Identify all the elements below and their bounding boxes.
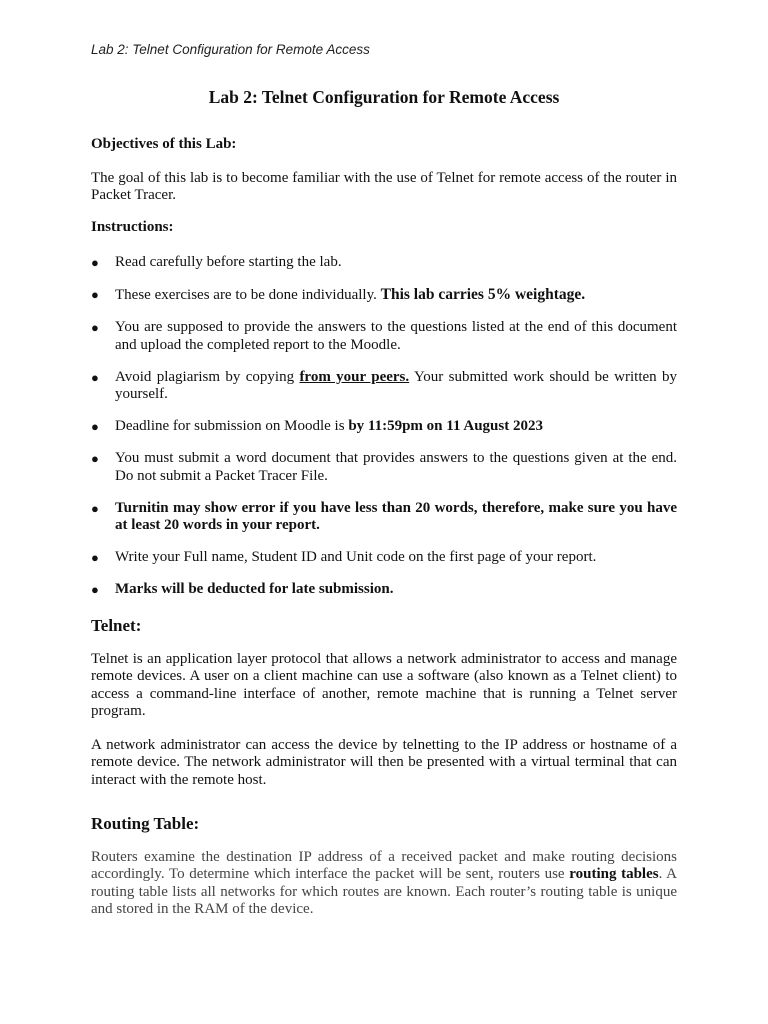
list-item: ● Write your Full name, Student ID and Unit code on the first page of your report. — [91, 549, 597, 565]
bullet-icon: ● — [91, 582, 99, 597]
telnet-heading: Telnet: — [91, 616, 142, 635]
list-item: ● These exercises are to be done individually. This lab carries 5% weightage. — [91, 286, 586, 303]
peers-emphasis: from your peers. — [299, 368, 410, 385]
list-item: ● Avoid plagiarism by copying from your peers. Your submitted work should be written by yourself. — [91, 368, 678, 402]
routing-tables-term: routing tables — [569, 866, 659, 882]
bullet-icon: ● — [91, 451, 99, 466]
bullet-icon: ● — [91, 320, 99, 335]
instructions-heading: Instructions: — [91, 218, 174, 235]
objectives-heading: Objectives of this Lab: — [91, 136, 237, 152]
running-header: Lab 2: Telnet Configuration for Remote Access — [91, 42, 370, 57]
routing-table-paragraph: Routers examine the destination IP address of a received packet and make routing decisions accordingly. To determine which interface the packet will be sent, routers use routing tables. A routing table lists all networks for which routes are known. Each router’s routing table is unique and stored in the RAM of the device. — [91, 848, 677, 917]
document-body — [91, 136, 677, 919]
bullet-icon: ● — [91, 369, 99, 385]
bullet-icon: ● — [91, 419, 99, 434]
instructions-list — [91, 254, 677, 599]
page-title: Lab 2: Telnet Configuration for Remote Access — [208, 87, 560, 107]
bullet-icon: ● — [91, 255, 99, 270]
telnet-paragraph-2: A network administrator can access the device by telnetting to the IP address or hostname of a remote device. The network administrator will then be presented with a virtual terminal that can interact with the remote host. — [91, 736, 677, 788]
list-item: ● Deadline for submission on Moodle is by 11:59pm on 11 August 2023 — [91, 418, 543, 434]
bullet-icon: ● — [91, 287, 99, 302]
bullet-icon: ● — [91, 550, 99, 565]
list-item: ● Marks will be deducted for late submission. — [91, 581, 394, 597]
deadline-text: by 11:59pm on 11 August 2023 — [348, 418, 543, 434]
list-item: ● Read carefully before starting the lab. — [91, 254, 342, 270]
weightage-text: This lab carries 5% weightage. — [380, 286, 586, 303]
bullet-icon: ● — [91, 500, 99, 516]
list-item: ● Turnitin may show error if you have less than 20 words, therefore, make sure you have at least 20 words in your report. — [91, 499, 677, 533]
list-item: ● You must submit a word document that provides answers to the questions given at the end. Do not submit a Packet Tracer File. — [91, 450, 677, 484]
routing-table-heading: Routing Table: — [91, 814, 200, 833]
telnet-paragraph-1: Telnet is an application layer protocol that allows a network administrator to access and manage remote devices. A user on a client machine can use a software (also known as a Telnet client) to access a command-line interface of another, remote machine that is running a Telnet server program. — [91, 650, 677, 719]
list-item: ● You are supposed to provide the answers to the questions listed at the end of this document and upload the completed report to the Moodle. — [91, 319, 677, 353]
objectives-text: The goal of this lab is to become familiar with the use of Telnet for remote access of the router in Packet Tracer. — [91, 169, 677, 203]
